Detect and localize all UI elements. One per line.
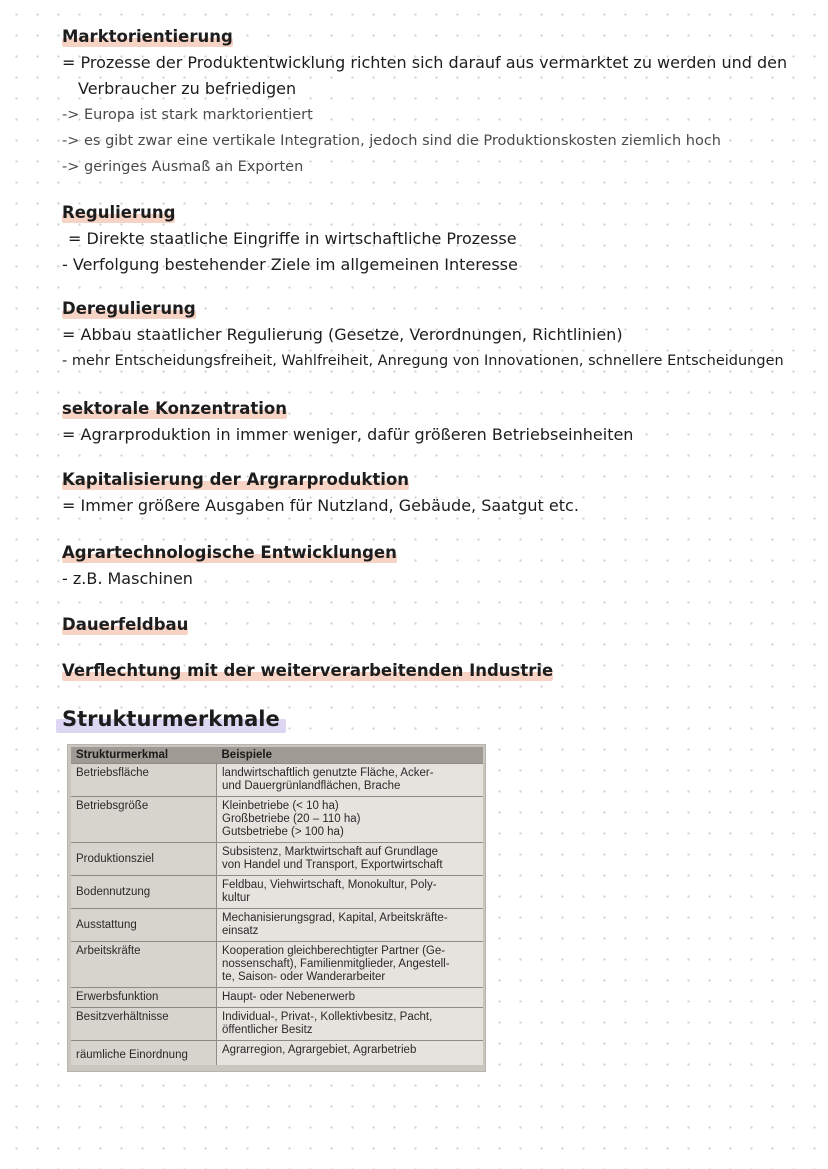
text-line: - z.B. Maschinen [62, 569, 193, 588]
strukturmerkmale-table [71, 747, 483, 1065]
section-sektorale-konzentration [62, 396, 788, 448]
table-header-row [71, 747, 483, 764]
table-cell: landwirtschaftlich genutzte Fläche, Acker- und Dauergrünlandflächen, Brache [217, 764, 484, 797]
table-row [71, 843, 483, 876]
table-cell: Agrarregion, Agrargebiet, Agrarbetrieb [217, 1041, 484, 1065]
heading-verflechtung: Verflechtung mit der weiterverarbeitenden Industrie [62, 658, 553, 684]
table-cell: Bodennutzung [71, 876, 217, 909]
strukturmerkmale-table-image [67, 744, 486, 1072]
heading-dauerfeldbau: Dauerfeldbau [62, 612, 188, 638]
table-cell: Arbeitskräfte [71, 942, 217, 988]
table-row [71, 876, 483, 909]
heading-marktorientierung: Marktorientierung [62, 24, 233, 50]
table-cell: Besitzverhältnisse [71, 1008, 217, 1041]
table-cell: Mechanisierungsgrad, Kapital, Arbeitskräfte- einsatz [217, 909, 484, 942]
section-dauerfeldbau [62, 612, 788, 638]
table-cell: Haupt- oder Nebenerwerb [217, 988, 484, 1008]
section-kapitalisierung [62, 467, 788, 519]
table-cell: Betriebsfläche [71, 764, 217, 797]
table-row [71, 988, 483, 1008]
table-row [71, 942, 483, 988]
heading-regulierung: Regulierung [62, 200, 175, 226]
heading-deregulierung: Deregulierung [62, 296, 196, 322]
table-cell: Subsistenz, Marktwirtschaft auf Grundlage von Handel und Transport, Exportwirtschaft [217, 843, 484, 876]
table-row [71, 764, 483, 797]
text-line: = Prozesse der Produktentwicklung richten sich darauf aus vermarktet zu werden und den [62, 53, 788, 72]
table-row [71, 1041, 483, 1065]
section-regulierung [62, 200, 788, 278]
table-cell: Individual-, Privat-, Kollektivbesitz, Pacht, öffentlicher Besitz [217, 1008, 484, 1041]
table-cell: Kooperation gleichberechtigter Partner (Ge- nossenschaft), Familienmitglieder, Angestell- te, Saison- oder Wanderarbeiter [217, 942, 484, 988]
table-row [71, 797, 483, 843]
heading-sektorale-konzentration: sektorale Konzentration [62, 396, 287, 422]
table-cell: Produktionsziel [71, 843, 217, 876]
table-header: Beispiele [217, 747, 484, 764]
table-row [71, 909, 483, 942]
text-line: -> geringes Ausmaß an Exporten [62, 159, 304, 175]
text-line: = Abbau staatlicher Regulierung (Gesetze, Verordnungen, Richtlinien) [62, 325, 623, 344]
table-cell: Ausstattung [71, 909, 217, 942]
heading-agrartechnologie: Agrartechnologische Entwicklungen [62, 540, 397, 566]
table-cell: Kleinbetriebe (< 10 ha) Großbetriebe (20 – 110 ha) Gutsbetriebe (> 100 ha) [217, 797, 484, 843]
text-line: = Direkte staatliche Eingriffe in wirtschaftliche Prozesse [68, 229, 517, 248]
section-verflechtung [62, 658, 788, 684]
table-cell: räumliche Einordnung [71, 1041, 217, 1065]
table-cell: Erwerbsfunktion [71, 988, 217, 1008]
text-line: -> es gibt zwar eine vertikale Integration, jedoch sind die Produktionskosten ziemlich hoch [62, 133, 721, 149]
section-agrartechnologie [62, 540, 788, 592]
text-line: Verbraucher zu befriedigen [78, 79, 297, 98]
heading-kapitalisierung: Kapitalisierung der Argrarproduktion [62, 467, 409, 493]
table-row [71, 1008, 483, 1041]
table-cell: Feldbau, Viehwirtschaft, Monokultur, Poly- kultur [217, 876, 484, 909]
table-header: Strukturmerkmal [71, 747, 217, 764]
section-strukturmerkmale [62, 704, 788, 734]
section-deregulierung [62, 296, 788, 374]
text-line: = Agrarproduktion in immer weniger, dafür größeren Betriebseinheiten [62, 425, 634, 444]
table-cell: Betriebsgröße [71, 797, 217, 843]
text-line: - Verfolgung bestehender Ziele im allgemeinen Interesse [62, 255, 518, 274]
text-line: - mehr Entscheidungsfreiheit, Wahlfreiheit, Anregung von Innovationen, schnellere Entscheidungen [62, 353, 784, 369]
text-line: -> Europa ist stark marktorientiert [62, 107, 313, 123]
text-line: = Immer größere Ausgaben für Nutzland, Gebäude, Saatgut etc. [62, 496, 579, 515]
section-marktorientierung [62, 24, 788, 180]
heading-strukturmerkmale: Strukturmerkmale [62, 704, 280, 734]
